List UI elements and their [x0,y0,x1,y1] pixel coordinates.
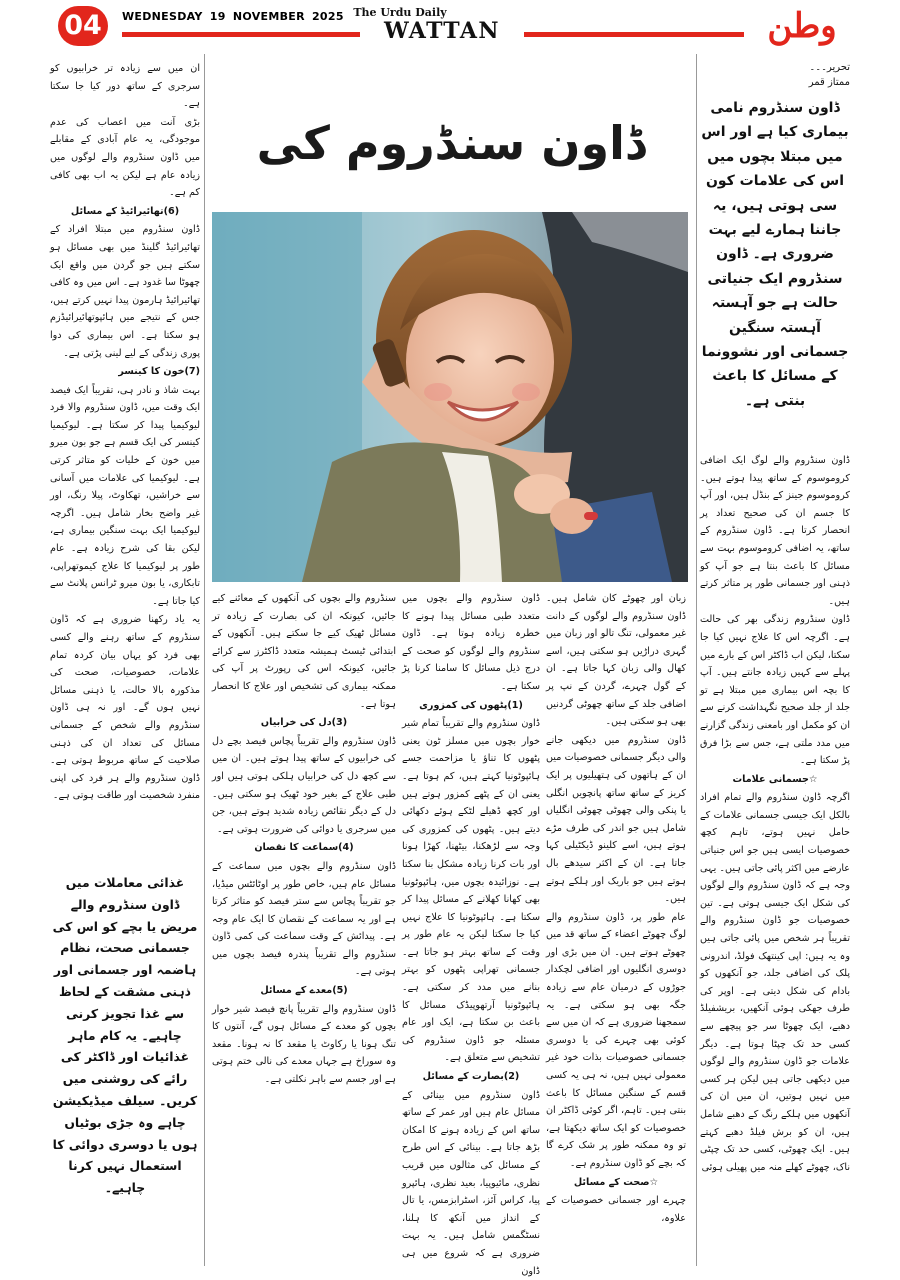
masthead-rule-left [122,32,360,37]
paragraph: عام طور پر، ڈاون سنڈروم والے لوگ چھوٹے اعضاء کے ساتھ قد میں چھوٹے ہوتے ہیں۔ ان میں بڑی اور دوسری انگلیوں اور اضافی لچکدار جوڑوں کے درمیان عام سے زیادہ جگہ بھی ہو سکتی ہے۔ یہ سمجھنا ضروری ہے کہ ان میں سے کوئی بھی چہرے کی یا دوسری جسمانی خصوصیات بذات خود غیر معمولی نہیں ہیں، نہ ہی یہ کسی قسم کے سنگین مسائل کا باعث بنتی ہیں۔ تاہم، اگر کوئی ڈاکٹر ان خصوصیات کو ایک ساتھ دیکھتا ہے، تو وہ ممکنہ طور پر شک کرے گا کہ بچے کو ڈاون سنڈروم ہے۔ [546,911,686,1169]
masthead-logo: وطن [767,6,837,46]
paragraph: ڈاون سنڈروم والے بچوں میں متعدد طبی مسائل پیدا ہونے کا خطرہ زیادہ ہوتا ہے۔ ڈاون سنڈروم والے لوگوں کو صحت کے درج ذیل مسائل کا سامنا کرنا پڑ سکتا ہے۔ [402,593,540,692]
child-photo-illustration [212,212,688,582]
paragraph: ڈاون سنڈروم والے تقریباً تمام شیر خوار بچوں میں مسلز ٹون یعنی پٹھوں کا تناؤ یا مزاحمت جسے ہائپوٹونیا کہتے ہیں، کم ہوتا ہے۔ یعنی ان کے پٹھے کمزور ہوتے ہیں اور کچھ ڈھیلے لٹکے ہوئے دکھائی دیتے ہیں۔ پٹھوں کی کمزوری کی وجہ سے لڑھکنا، بیٹھنا، کھڑا ہونا اور بات کرنا زیادہ مشکل بنا سکتا ہے۔ نوزائیدہ بچوں میں، ہائپوٹونیا بھی کھانا کھلانے کے مسائل پیدا کر سکتا ہے۔ ہائپوٹونیا کا علاج نہیں کیا جا سکتا لیکن یہ عام طور پر وقت کے ساتھ بہتر ہو جاتا ہے۔ جسمانی تھراپی پٹھوں کو بہتر بنانے میں مدد کر سکتی ہے۔ ہائپوٹونیا آرتھوپیڈک مسائل کا باعث بن سکتا ہے، ایک اور عام مسئلہ جو ڈاون سنڈروم کی تشخیص سے متعلق ہے۔ [402,718,540,1064]
pull-quote: ڈاون سنڈروم نامی بیماری کیا ہے اور اس میں مبتلا بچوں میں اس کی علامات کون سی ہوتی ہیں، یہ جاننا ہمارے لیے بہت ضروری ہے۔ ڈاون سنڈروم ایک جنیاتی حالت ہے جو آہستہ آہستہ سنگین جسمانی اور نشوونما کے مسائل کا باعث بنتی ہے۔ [701,100,849,409]
paragraph: بڑی آنت میں اعصاب کی عدم موجودگی، یہ عام آبادی کے مقابلے میں ڈاون سنڈروم والے لوگوں میں زیادہ عام ہے لیکن یہ اب بھی کافی کم ہے۔ [50,116,200,199]
paragraph: ڈاون سنڈروم میں مبتلا افراد کے تھائیرائیڈ گلینڈ میں بھی مسائل ہو سکتے ہیں جو گردن میں واقع ایک چھوٹا سا غدود ہے۔ اس میں وہ کافی تھائیرائیڈ ہارمون پیدا نہیں کرتے ہیں، جس کے نتیجے میں ہائپوتھائیرائیڈزم ہو سکتا ہے۔ اس بیماری کی دوا پوری زندگی کے لیے لینی پڑتی ہے۔ [50,224,200,359]
subheading: (3)دل کی خرابیاں [260,717,348,729]
paragraph: اگرچہ ڈاون سنڈروم والے تمام افراد بالکل ایک جیسی جسمانی علامات کے حامل نہیں ہوتے، تاہم کچھ خصوصیات ایسی ہیں جو اس جنیاتی عارضے میں اکثر پائی جاتی ہیں۔ یہی وجہ ہے کہ ڈاون سنڈروم والے لوگوں کی شکل ایک جیسی ہوتی ہے۔ تین خصوصیات جو ڈاون سنڈروم والے تقریباً ہر شخص میں پائی جاتی ہیں وہ یہ ہیں: اپی کینتھک فولڈ، اندرونی پلک کی اضافی جلد، جو آنکھوں کو بادام کی شکل دیتی ہے۔ اوپر کی طرف جھکی ہوئی آنکھیں، بریشفیلڈ دھبے، ایک چھوٹا سر جو پیچھے سے کسی حد تک چپٹا ہوتا ہے۔ دیگر علامات جو ڈاون سنڈروم والے لوگوں میں دیکھی جاتی ہیں لیکن ہر کسی میں نہیں ہوتیں، ان میں ان کی آنکھوں میں ہلکے رنگ کے دھبے شامل ہیں، ان کو برش فیلڈ دھبے کہتے ہیں۔ ایک چھوٹی، کسی حد تک چپٹی ناک، چھوٹے کھلے منہ میں پھیلی ہوئی [700,792,850,1173]
paragraph: ڈاون سنڈروم والے تقریباً پچاس فیصد بچے دل کی خرابیوں کے ساتھ پیدا ہوتے ہیں۔ ان میں سے کچھ دل کی خرابیاں ہلکی ہوتی ہیں اور طبی علاج کے بغیر خود ٹھیک ہو سکتی ہیں۔ دل کے دیگر نقائص زیادہ شدید ہوتے ہیں، جن میں سرجری یا دوائی کی ضرورت ہوتی ہے۔ [212,735,396,835]
paragraph: بہت شاذ و نادر ہی، تقریباً ایک فیصد ایک وقت میں، ڈاون سنڈروم والا فرد لیوکیمیا پیدا کر سکتا ہے۔ لیوکیمیا کینسر کی ایک قسم ہے جو بون میرو میں خون کے خلیات کو متاثر کرتی ہے۔ لیوکیمیا کی علامات میں آسانی سے خراشیں، تھکاوٹ، پیلا رنگ، اور غیر واضح بخار شامل ہیں۔ اگرچہ لیوکیمیا ایک بہت سنگین بیماری ہے، لیکن بقا کی شرح زیادہ ہے۔ عام طور پر لیوکیمیا کا علاج کیموتھراپی، تابکاری، یا بون میرو ٹرانس پلانٹ سے کیا جاتا ہے۔ [50,384,200,607]
paragraph: ڈاون سنڈروم میں بینائی کے مسائل عام ہیں اور عمر کے ساتھ ساتھ اس کے زیادہ ہونے کا امکان بڑھ جاتا ہے۔ بینائی کے اس طرح کے مسائل کی مثالوں میں قریب نظری، مائیوپیا، بعید نظری، ہائپرو پیا، کراس آئز، اسٹرابزمس، یا تال کے انداز میں آنکھ کا ہلنا، نسٹگمس شامل ہیں۔ یہ بہت ضروری ہے کہ شروع میں ہی ڈاون [402,1089,540,1277]
pull-quote-bottom: غذائی معاملات میں ڈاون سنڈروم والے مریض یا بچے کو اس کی جسمانی صحت، نظام ہاضمہ اور جسمانی اور ذہنی مشقت کے لحاظ سے غذا تجویز کرنی چاہیے۔ یہ کام ماہر غذائیات اور ڈاکٹر کی رائے کی روشنی میں کریں۔ سیلف میڈیکیشن چاہے وہ جڑی بوٹیاں ہوں یا دوسری دوائی کا استعمال نہیں کرنا چاہیے۔ [52,875,198,1196]
section-heading: ☆جسمانی علامات [732,773,818,785]
dateline: WEDNESDAY 19 NOVEMBER 2025 [122,10,344,23]
subheading: (5)معدے کے مسائل [260,985,348,997]
column-divider [696,54,697,1266]
subheading: (6)تھائیرائیڈ کے مسائل [70,205,180,217]
paragraph: ڈاون سنڈروم زندگی بھر کی حالت ہے۔ اگرچہ اس کا علاج نہیں کیا جا سکتا، لیکن اب ڈاکٹر اس کے بارے میں پہلے سے کہیں زیادہ جانتے ہیں۔ آپ کا بچہ اس بیماری میں مبتلا ہے تو جلد از جلد صحیح نگہداشت کرنے سے ان کو مکمل اور بامعنی زندگی گزارنے میں مدد ملتی ہے، جس سے بڑا فرق پڑ سکتا ہے۔ [700,614,850,767]
subheading: (2)بصارت کے مسائل [422,1071,520,1083]
paragraph: سنڈروم والے بچوں کی آنکھوں کے معائنے کیے جائیں، کیونکہ ان کی بصارت کے زیادہ تر مسائل ٹھیک کیے جا سکتے ہیں۔ آنکھوں کے ابتدائی ٹیسٹ ہمیشہ متعدد ڈاکٹرز سے کرائے جائیں، کیونکہ اس کی رپورٹ پر آپ کی ممکنہ بیماری کی تشخیص اور علاج کا انحصار ہوتا ہے۔ [212,593,396,710]
article-column-middle-3 [212,590,396,1264]
paragraph: ڈاون سنڈروم میں دیکھی جانے والی دیگر جسمانی خصوصیات میں ان کے ہاتھوں کی ہتھیلیوں پر ایک کریز کے ساتھ ساتھ پانچویں انگلی یا پنکی والی چھوٹی چھوٹی انگلیاں شامل ہیں جو اندر کی طرف مڑے ہوتے ہیں، اسے کلینو ڈیکٹیلی کہا جاتا ہے۔ ان کے اکثر سیدھے بال ہوتے ہیں جو باریک اور ہلکے ہوتے ہیں۔ [546,734,686,905]
article-column-middle-2 [402,590,540,1277]
article-headline: ڈاون سنڈروم کی [256,116,646,170]
article-column-right [700,452,850,1264]
paragraph: چہرے اور جسمانی خصوصیات کے علاوہ، [546,1195,686,1224]
column-divider [204,54,205,1266]
paragraph: ان میں سے زیادہ تر خرابیوں کو سرجری کے ساتھ دور کیا جا سکتا ہے۔ [50,63,200,110]
article-column-left [50,60,200,870]
subheading: (4)سماعت کا نقصان [254,842,354,854]
article-photo [212,212,688,582]
byline-name: ممتاز قمر [808,77,850,88]
subheading: (7)خون کا کینسر [118,366,200,378]
article-column-middle-1 [546,590,686,1264]
masthead-rule-right [524,32,744,37]
byline-label: تحریر۔۔۔ [809,62,850,73]
paragraph: یہ یاد رکھنا ضروری ہے کہ ڈاون سنڈروم کے ساتھ رہنے والے کسی بھی فرد کو یہاں بیان کردہ تمام علامات، خصوصیات، صحت کی مذکورہ بالا حالت، یا ذہنی مسائل نہیں ہوں گے۔ اور نہ ہی ڈاون سنڈروم والے شخص کے جسمانی مسائل کی تعداد ان کی ذہنی صلاحیت کے ساتھ مربوط ہوتی ہے۔ ڈاون سنڈروم والے ہر فرد کی اپنی منفرد شخصیت اور طاقت ہوتی ہے۔ [50,614,200,802]
paragraph: زبان اور چھوٹے کان شامل ہیں۔ ڈاون سنڈروم والے لوگوں کے دانت غیر معمولی، تنگ تالو اور زبان میں گہری دراڑیں ہو سکتی ہیں، اسے کھال والی زبان کہا جاتا ہے۔ ان کے گول چہرے، گردن کے نپ پر اضافی جلد کے ساتھ چھوٹی گردنیں بھی ہو سکتی ہیں۔ [546,593,686,728]
masthead-tagline: The Urdu Daily [353,6,447,19]
paragraph: ڈاون سنڈروم والے بچوں میں سماعت کے مسائل عام ہیں، خاص طور پر اوٹائٹس میڈیا، جو تقریباً پچاس سے ستر فیصد کو متاثر کرتا ہے اور یہ سماعت کے نقصان کا ایک عام وجہ ہے۔ پیدائش کے وقت سماعت کی کمی ڈاون سنڈروم والے تقریباً پندرہ فیصد بچوں میں ہوتی ہے۔ [212,860,396,978]
subheading: (1)پٹھوں کی کمزوری [419,699,523,711]
masthead-title: WATTAN [383,18,501,44]
article-intro-column [700,60,850,413]
byline [700,60,850,90]
section-heading: ☆صحت کے مسائل [573,1176,659,1188]
paragraph: ڈاون سنڈروم والے تقریباً پانچ فیصد شیر خوار بچوں کو معدے کے مسائل ہوں گے، آنتوں کا تنگ ہونا یا رکاوٹ یا مقعد کا نہ ہونا۔ مقعد وہ سوراخ ہے جہاں معدے کی نالی ختم ہوتی ہے اور جسم سے باہر نکلتی ہے۔ [212,1003,396,1086]
paragraph: ڈاون سنڈروم والے لوگ ایک اضافی کروموسوم کے ساتھ پیدا ہوتے ہیں۔ کروموسوم جینز کے بنڈل ہیں، اور آپ کا جسم ان کی صحیح تعداد پر انحصار کرتا ہے۔ ڈاون سنڈروم کے ساتھ، یہ اضافی کروموسوم بہت سے مسائل کا باعث بنتا ہے جو آپ کو ذہنی اور جسمانی طور پر متاثر کرتے ہیں۔ [700,455,850,607]
page-number-badge: 04 [58,6,108,46]
